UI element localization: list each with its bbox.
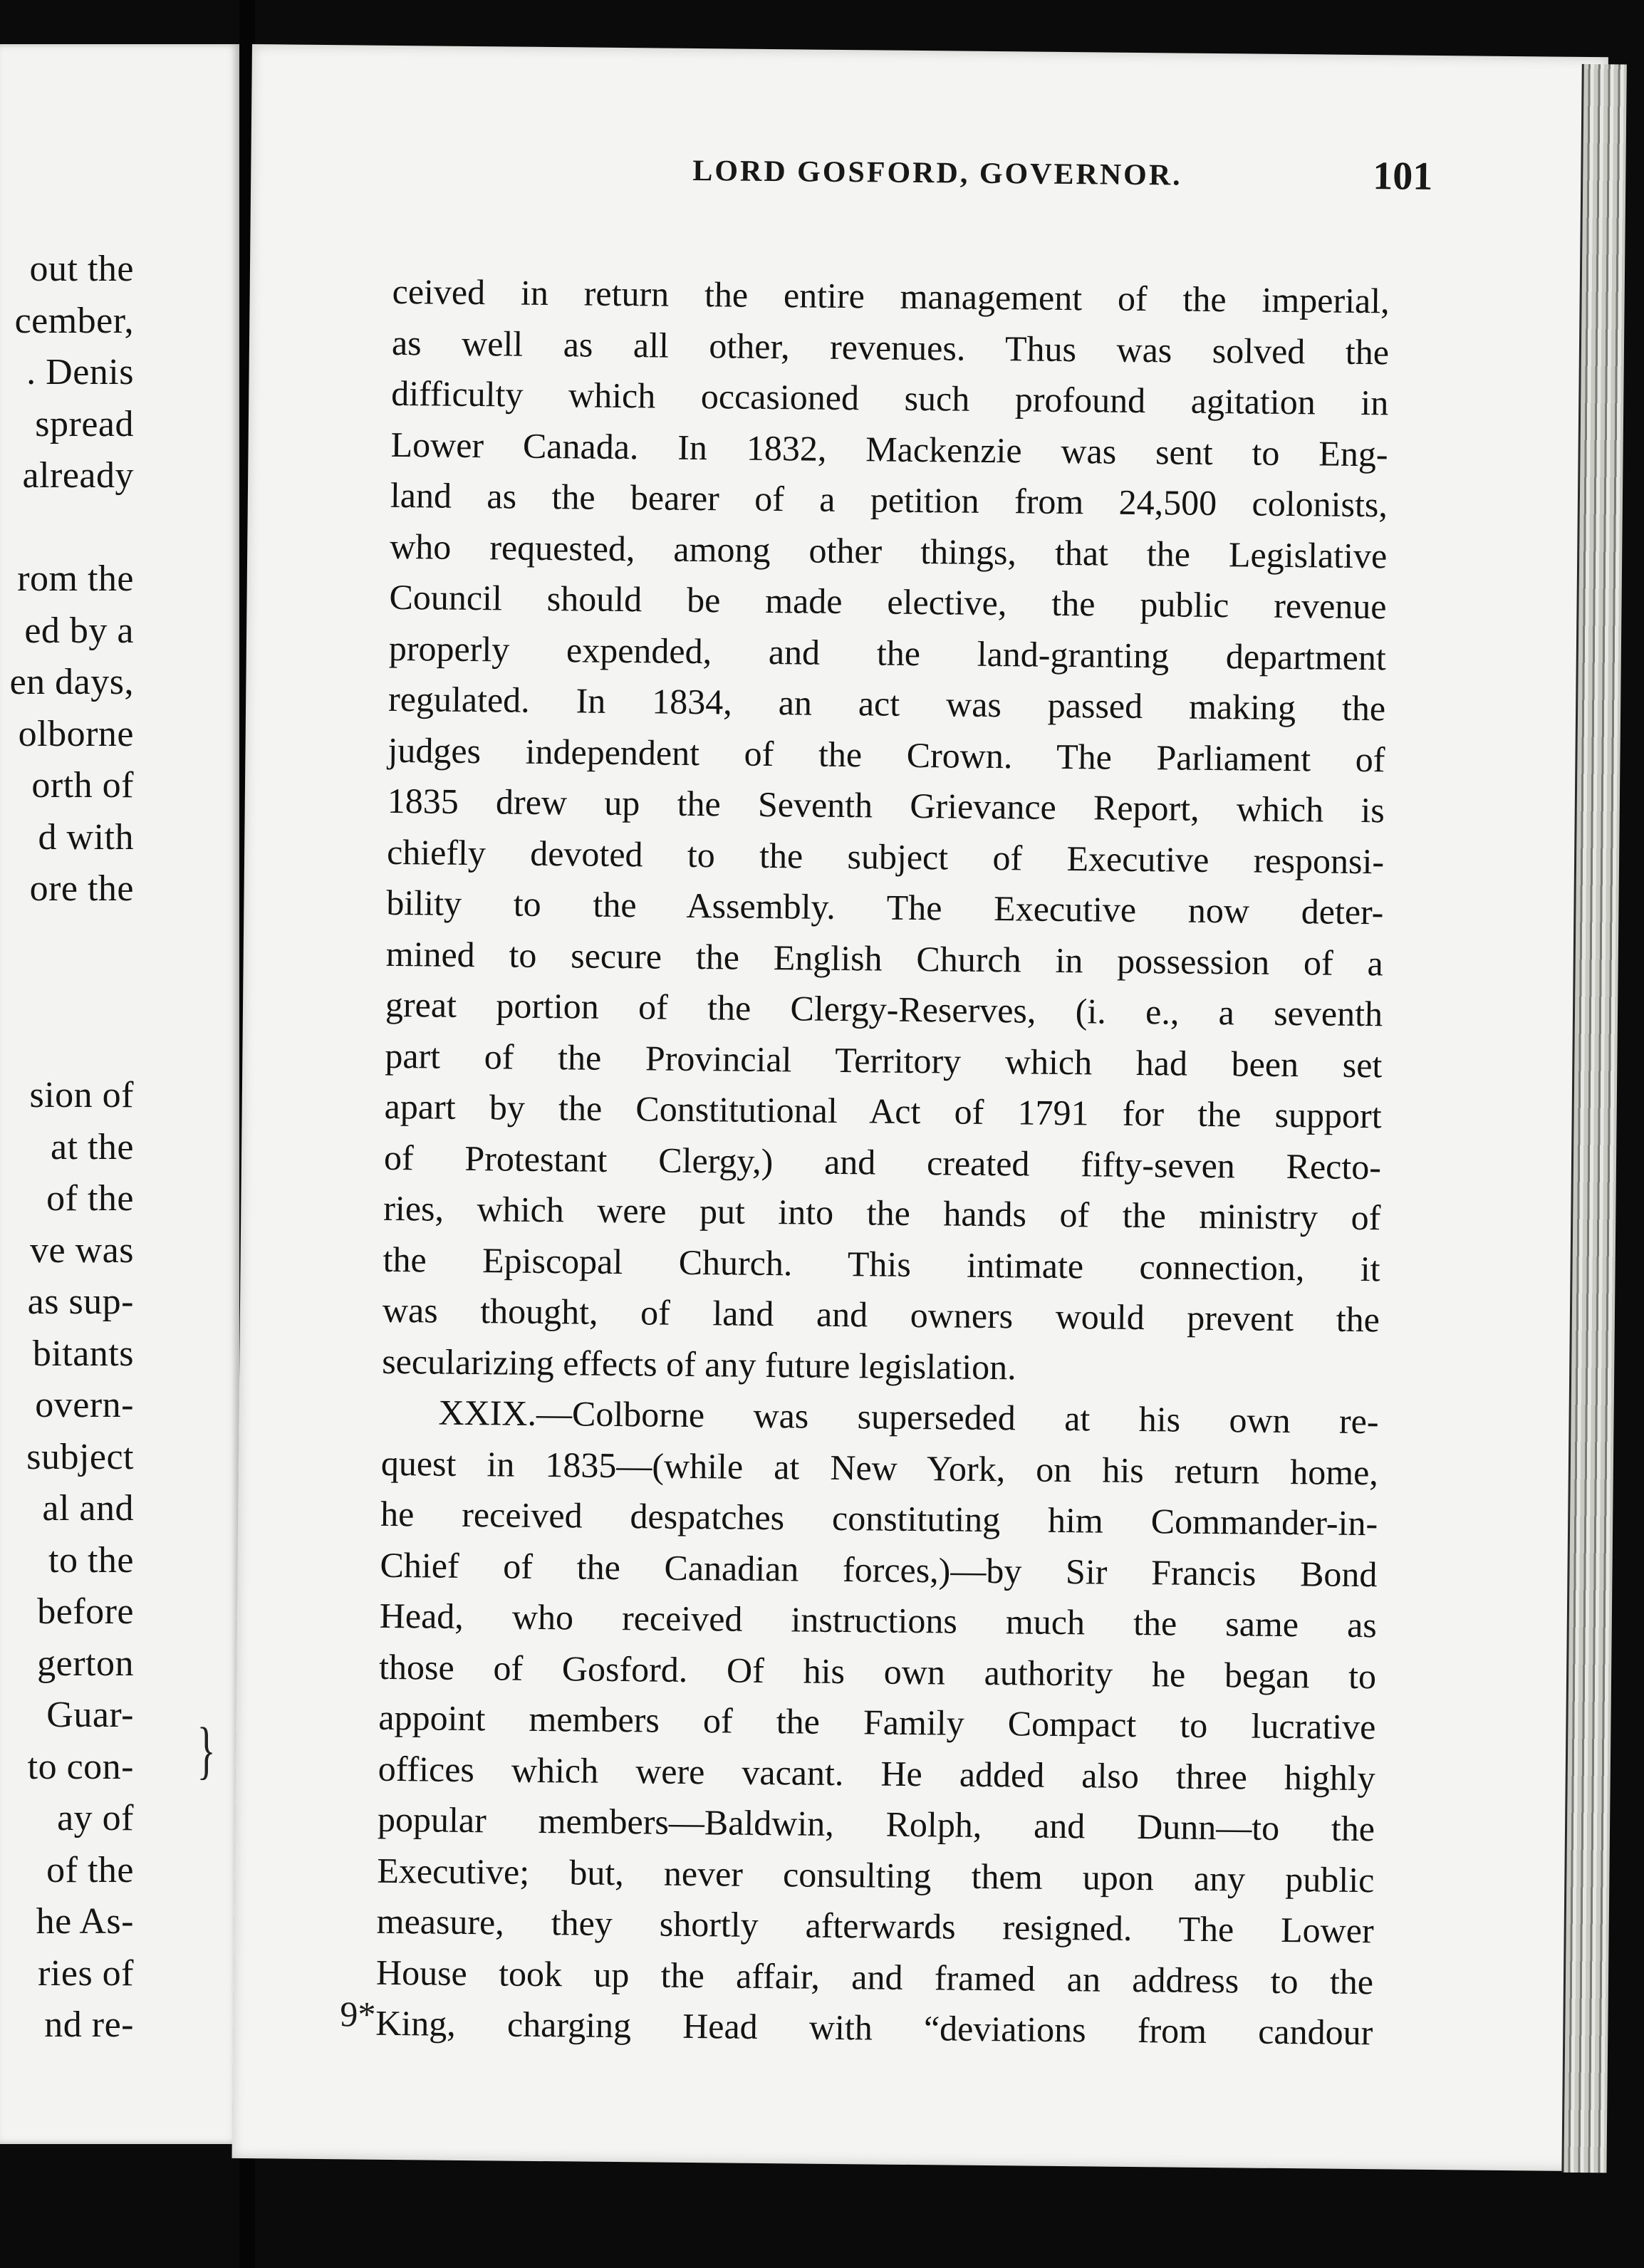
left-page-line: before [37,1591,134,1632]
body-line: secularizing effects of any future legislation. [381,1341,1016,1387]
body-line: those of Gosford. Of his own authority he began to [378,1646,1377,1696]
left-page-text [0,44,239,2144]
body-line: offices which were vacant. He added also three highly [378,1748,1375,1798]
left-page-line: Guar- [46,1695,134,1735]
right-page [232,44,1608,2171]
left-page-line: at the [50,1126,134,1167]
body-line: quest in 1835—(while at New York, on his return home, [380,1442,1379,1492]
left-page-line: olborne [18,713,134,754]
left-page-line: of the [46,1178,134,1219]
body-line: Executive; but, never consulting them upon any public [377,1850,1375,1900]
signature-mark: 9* [340,1994,376,2034]
body-line: Chief of the Canadian forces,)—by Sir Francis Bond [380,1544,1378,1594]
left-page-line: sion of [29,1075,134,1115]
margin-bracket-mark: } [197,1715,216,1786]
body-line: ries, which were put into the hands of the ministry of [383,1187,1381,1238]
left-page-line: . Denis [26,352,134,392]
body-line: was thought, of land and owners would prevent the [382,1289,1380,1340]
body-line: part of the Provincial Territory which had been set [385,1035,1383,1085]
body-line: Council should be made elective, the public revenue [389,576,1387,627]
body-line: House took up the affair, and framed an address to the [375,1952,1374,2002]
body-line: Lower Canada. In 1832, Mackenzie was sent to Eng- [390,424,1388,474]
left-page-line: out the [29,249,134,289]
left-page-line: to con- [27,1746,134,1787]
left-page-line: al and [42,1488,134,1529]
body-line: popular members—Baldwin, Rolph, and Dunn—to the [377,1799,1375,1849]
body-line: ceived in return the entire management of the imperial, [392,271,1390,321]
body-line: apart by the Constitutional Act of 1791 for the support [384,1086,1382,1136]
body-line: as well as all other, revenues. Thus was solved the [391,322,1390,372]
left-page-fragment [0,44,239,2144]
left-page-line: ries of [38,1952,134,1994]
body-line: bility to the Assembly. The Executive now deter- [386,882,1384,932]
page-number: 101 [1372,154,1433,199]
left-page-line: en days, [9,662,134,702]
body-line: he received despatches constituting him Commander-in- [380,1493,1378,1544]
body-line: of Protestant Clergy,) and created fifty-seven Recto- [383,1137,1382,1187]
body-line: who requested, among other things, that the Legislative [389,526,1388,576]
body-line: the Episcopal Church. This intimate connection, it [383,1239,1380,1289]
left-page-line: of the [46,1849,134,1890]
body-line: appoint members of the Family Compact to lucrative [378,1697,1376,1747]
left-page-line: rom the [17,558,134,599]
body-text [375,231,1390,2053]
body-line: XXIX.—Colborne was superseded at his own re- [438,1392,1379,1442]
running-head: LORD GOSFORD, GOVERNOR. [692,154,1182,192]
left-page-line: cember, [14,300,134,341]
left-page-line: gerton [37,1643,134,1684]
left-page-line: nd re- [44,2004,134,2045]
body-line: measure, they shortly afterwards resigned. The Lower [376,1900,1374,1951]
body-line: chiefly devoted to the subject of Executive responsi- [386,831,1385,881]
left-page-line: overn- [35,1385,134,1425]
body-line: great portion of the Clergy-Reserves, (i. e., a seventh [385,984,1383,1034]
left-page-line: ve was [30,1229,134,1271]
body-line: Head, who received instructions much the same as [379,1595,1378,1645]
left-page-line: already [22,455,134,496]
left-page-line: ore the [29,868,134,909]
left-page-line: orth of [31,765,134,806]
left-page-line: he As- [36,1901,134,1942]
left-page-line: as sup- [27,1281,134,1322]
left-page-line: spread [35,403,134,444]
body-line: properly expended, and the land-granting department [388,628,1387,677]
body-line: mined to secure the English Church in possession of a [385,933,1383,983]
body-line: land as the bearer of a petition from 24,500 colonists, [390,474,1388,525]
left-page-line: ed by a [24,610,134,651]
body-line: 1835 drew up the Seventh Grievance Report, which is [387,780,1385,831]
body-line: regulated. In 1834, an act was passed making the [387,678,1386,729]
body-line: difficulty which occasioned such profound agitation in [391,373,1389,423]
left-page-line: bitants [32,1333,134,1374]
body-line: judges independent of the Crown. The Parliament of [387,729,1385,779]
left-page-line: ay of [57,1798,134,1838]
body-line: King, charging Head with “deviations from candour [375,2002,1373,2053]
left-page-line: subject [26,1436,134,1477]
left-page-line: to the [48,1539,134,1581]
left-page-line: d with [38,816,134,858]
